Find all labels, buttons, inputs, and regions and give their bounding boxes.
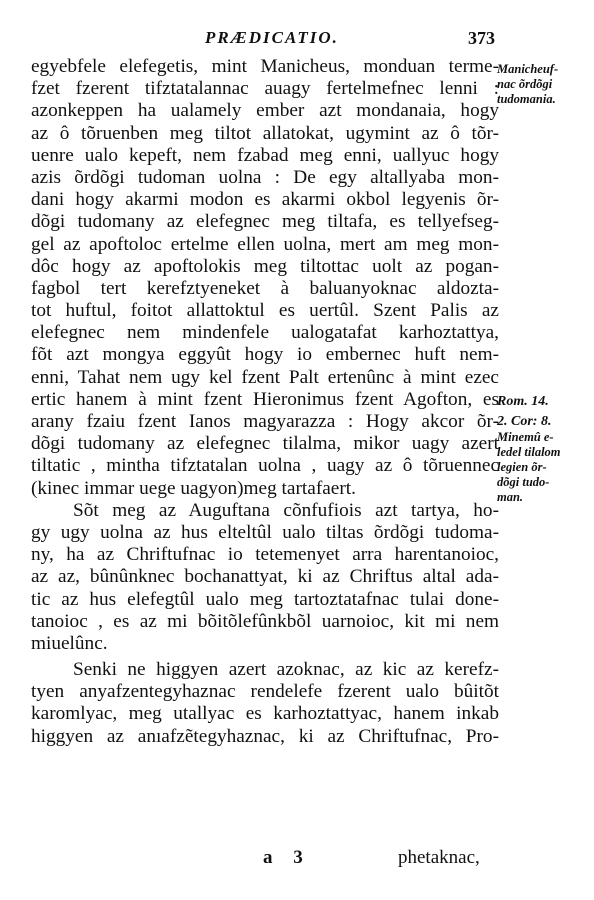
margin-note-line: Minemû e- [497, 430, 554, 444]
text-line: dõgi tudomany az elefegnec tilalma, mikor uagy azert [31, 433, 499, 455]
margin-note-line: man. [497, 490, 524, 504]
text-line: (kinec immar uege uagyon)meg tartafaert. [31, 477, 356, 499]
catchword: phetaknac, [398, 847, 480, 868]
text-line: fagbol tert kerefztyeneket à baluanyoknac aldozta- [31, 277, 499, 299]
margin-note-line: ledel tilalom [497, 445, 561, 459]
page-header [0, 28, 594, 52]
margin-note-scripture-references [497, 392, 593, 432]
margin-note-food-prohibition [497, 430, 593, 505]
text-line: azonkeppen ha ualamely ember azt mondanaia, hogy [31, 100, 499, 122]
margin-note-line: Manicheuf- [497, 62, 559, 76]
paragraph-2-line: Sõt meg az Auguftana cõnfufiois azt tartya, ho- [73, 499, 499, 521]
running-title: PRÆDICATIO. [205, 28, 339, 47]
paragraph-3-line: Senki ne higgyen azert azoknac, az kic az kerefz- [73, 659, 499, 681]
text-line: dõgi tudomany az elefegnec meg tiltafa, es tellyefseg- [31, 211, 499, 233]
text-line: tot huftul, foitot allattoktul es uertûl. Szent Palis az [31, 300, 499, 322]
text-line: arany fzaiu fzent Ianos magyarazza : Hogy akcor õr- [31, 411, 499, 432]
signature-mark: a 3 [263, 847, 311, 868]
text-line: azis õrdõgi tudoman uolna : De egy altallyaba mon- [31, 166, 499, 188]
margin-note-line: nac õrdõgi [497, 77, 553, 91]
page-footer [0, 847, 594, 871]
text-line: tiltatic , mintha tifztatalan uolna , uagy az ô tõruennec [31, 455, 499, 477]
paragraph-2-line: ny, ha az Chriftufnac io tetemenyet arra harentanoioc, [31, 544, 499, 566]
paragraph-2-line: tic az hus elefegtûl ualo meg tartoztatafnac tulai done- [31, 588, 499, 610]
margin-note-manicheus [497, 62, 593, 107]
text-line: fõt azt mongya eggyût hogy io embernec huft nem- [31, 344, 499, 366]
text-line: elefegnec nem mindenfele ualogatafat karhoztattya, [31, 322, 499, 344]
margin-note-line: tudomania. [497, 92, 556, 106]
paragraph-2-line: tanoioc , es az mi bõitõlefûnkbõl uarnoioc, kit mi nem [31, 610, 499, 632]
text-line: dani hogy akarmi modon es akarmi okbol legyenis õr- [31, 189, 499, 211]
paragraph-3-line: tyen anyafzentegyhaznac rendelefe fzerent ualo bûitõt [31, 681, 499, 703]
paragraph-3-line: higgyen az anıafzẽtegyhaznac, ki az Chriftufnac, Pro- [31, 725, 499, 747]
text-line: egyebfele elefegetis, mint Manicheus, monduan terme- [31, 56, 499, 77]
text-line: uenre ualo kepeft, nem fzabad meg enni, uallyuc hogy [31, 144, 499, 166]
paragraph-2-line: az az, bûnûnknec bochanattyat, ki az Chriftus altal ada- [31, 566, 499, 588]
text-line: dôc hogy az apoftolokis meg tiltottac uolt az pogan- [31, 255, 499, 277]
paragraph-2-line: miuelûnc. [31, 632, 108, 654]
text-line: gel az apoftoloc ertelme ellen uolna, mert am meg mon- [31, 233, 499, 255]
margin-note-line: 2. Cor: 8. [497, 414, 552, 429]
paragraph-3-line: karomlyac, meg utallyac es karhoztattyac, hanem inkab [31, 703, 499, 725]
margin-note-line: dõgi tudo- [497, 475, 550, 489]
text-line: ertic hanem à mint fzent Hieronimus fzent Agofton, es [31, 388, 499, 410]
margin-note-line: legien õr- [497, 460, 547, 474]
page-number: 373 [468, 28, 495, 48]
margin-note-line: Rom. 14. [497, 394, 549, 409]
text-line: enni, Tahat nem ugy kel fzent Palt ertenûnc à mint ezec [31, 366, 499, 388]
paragraph-2-line: gy ugy uolna az hus elteltûl ualo tiltas õrdõgi tudoma- [31, 521, 499, 543]
main-text-block [31, 56, 499, 748]
text-line: fzet fzerent tifztatalannac auagy fertelmefnec lenni : [31, 78, 499, 100]
text-line: az ô tõruenben meg tiltot allatokat, ugymint az ô tõr- [31, 122, 499, 144]
